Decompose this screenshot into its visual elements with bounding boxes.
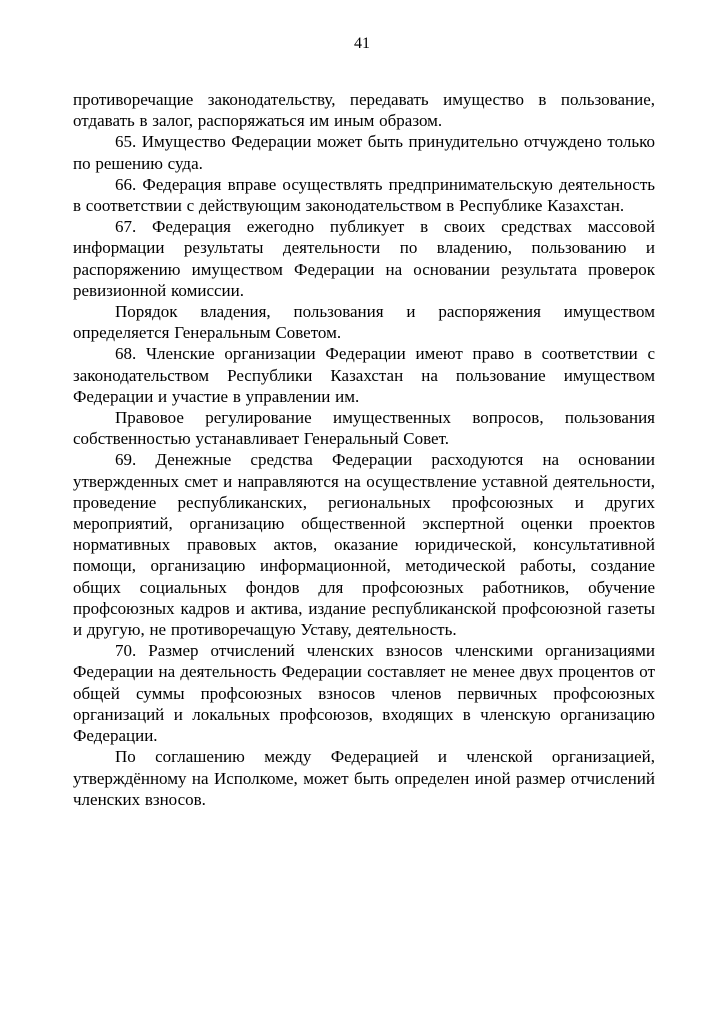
paragraph: Правовое регулирование имущественных вопросов, пользования собственностью устанавливает Генеральный Совет. xyxy=(73,408,655,449)
document-body xyxy=(73,89,655,810)
paragraph-item-70: 70. Размер отчислений членских взносов членскими организациями Федерации на деятельность Федерации составляет не менее двух процентов от общей суммы профсоюзных взносов членов первичных профсоюзных организаций и локальных профсоюзов, входящих в членскую организацию Федерации. xyxy=(73,641,655,746)
paragraph-item-66: 66. Федерация вправе осуществлять предпринимательскую деятельность в соответствии с действующим законодательством в Республике Казахстан. xyxy=(73,174,655,216)
paragraph-item-68: 68. Членские организации Федерации имеют право в соответствии с законодательством Республики Казахстан на пользование имуществом Федерации и участие в управлении им. xyxy=(73,344,655,406)
paragraph: противоречащие законодательству, передавать имущество в пользование, отдавать в залог, распоряжаться им иным образом. xyxy=(73,90,655,131)
paragraph: Порядок владения, пользования и распоряжения имуществом определяется Генеральным Советом. xyxy=(73,302,655,343)
paragraph-item-67: 67. Федерация ежегодно публикует в своих средствах массовой информации результаты деятельности по владению, пользованию и распоряжению имуществом Федерации на основании результата проверок ревизионной комиссии. xyxy=(73,217,655,300)
paragraph-item-69: 69. Денежные средства Федерации расходуются на основании утвержденных смет и направляются на осуществление уставной деятельности, проведение республиканских, региональных профсоюзных и других мероприятий, организацию общественной экспертной оценки проектов нормативных правовых актов, оказание юридической, консультативной помощи, организацию информационной, методической работы, создание общих социальных фондов для профсоюзных работников, обучение профсоюзных кадров и актива, издание республиканской профсоюзной газеты и другую, не противоречащую Уставу, деятельность. xyxy=(73,450,655,640)
paragraph: По соглашению между Федерацией и членской организацией, утверждённому на Исполкоме, может быть определен иной размер отчислений членских взносов. xyxy=(73,747,655,809)
page-number: 41 xyxy=(354,35,370,52)
paragraph-item-65: 65. Имущество Федерации может быть принудительно отчуждено только по решению суда. xyxy=(73,132,655,173)
